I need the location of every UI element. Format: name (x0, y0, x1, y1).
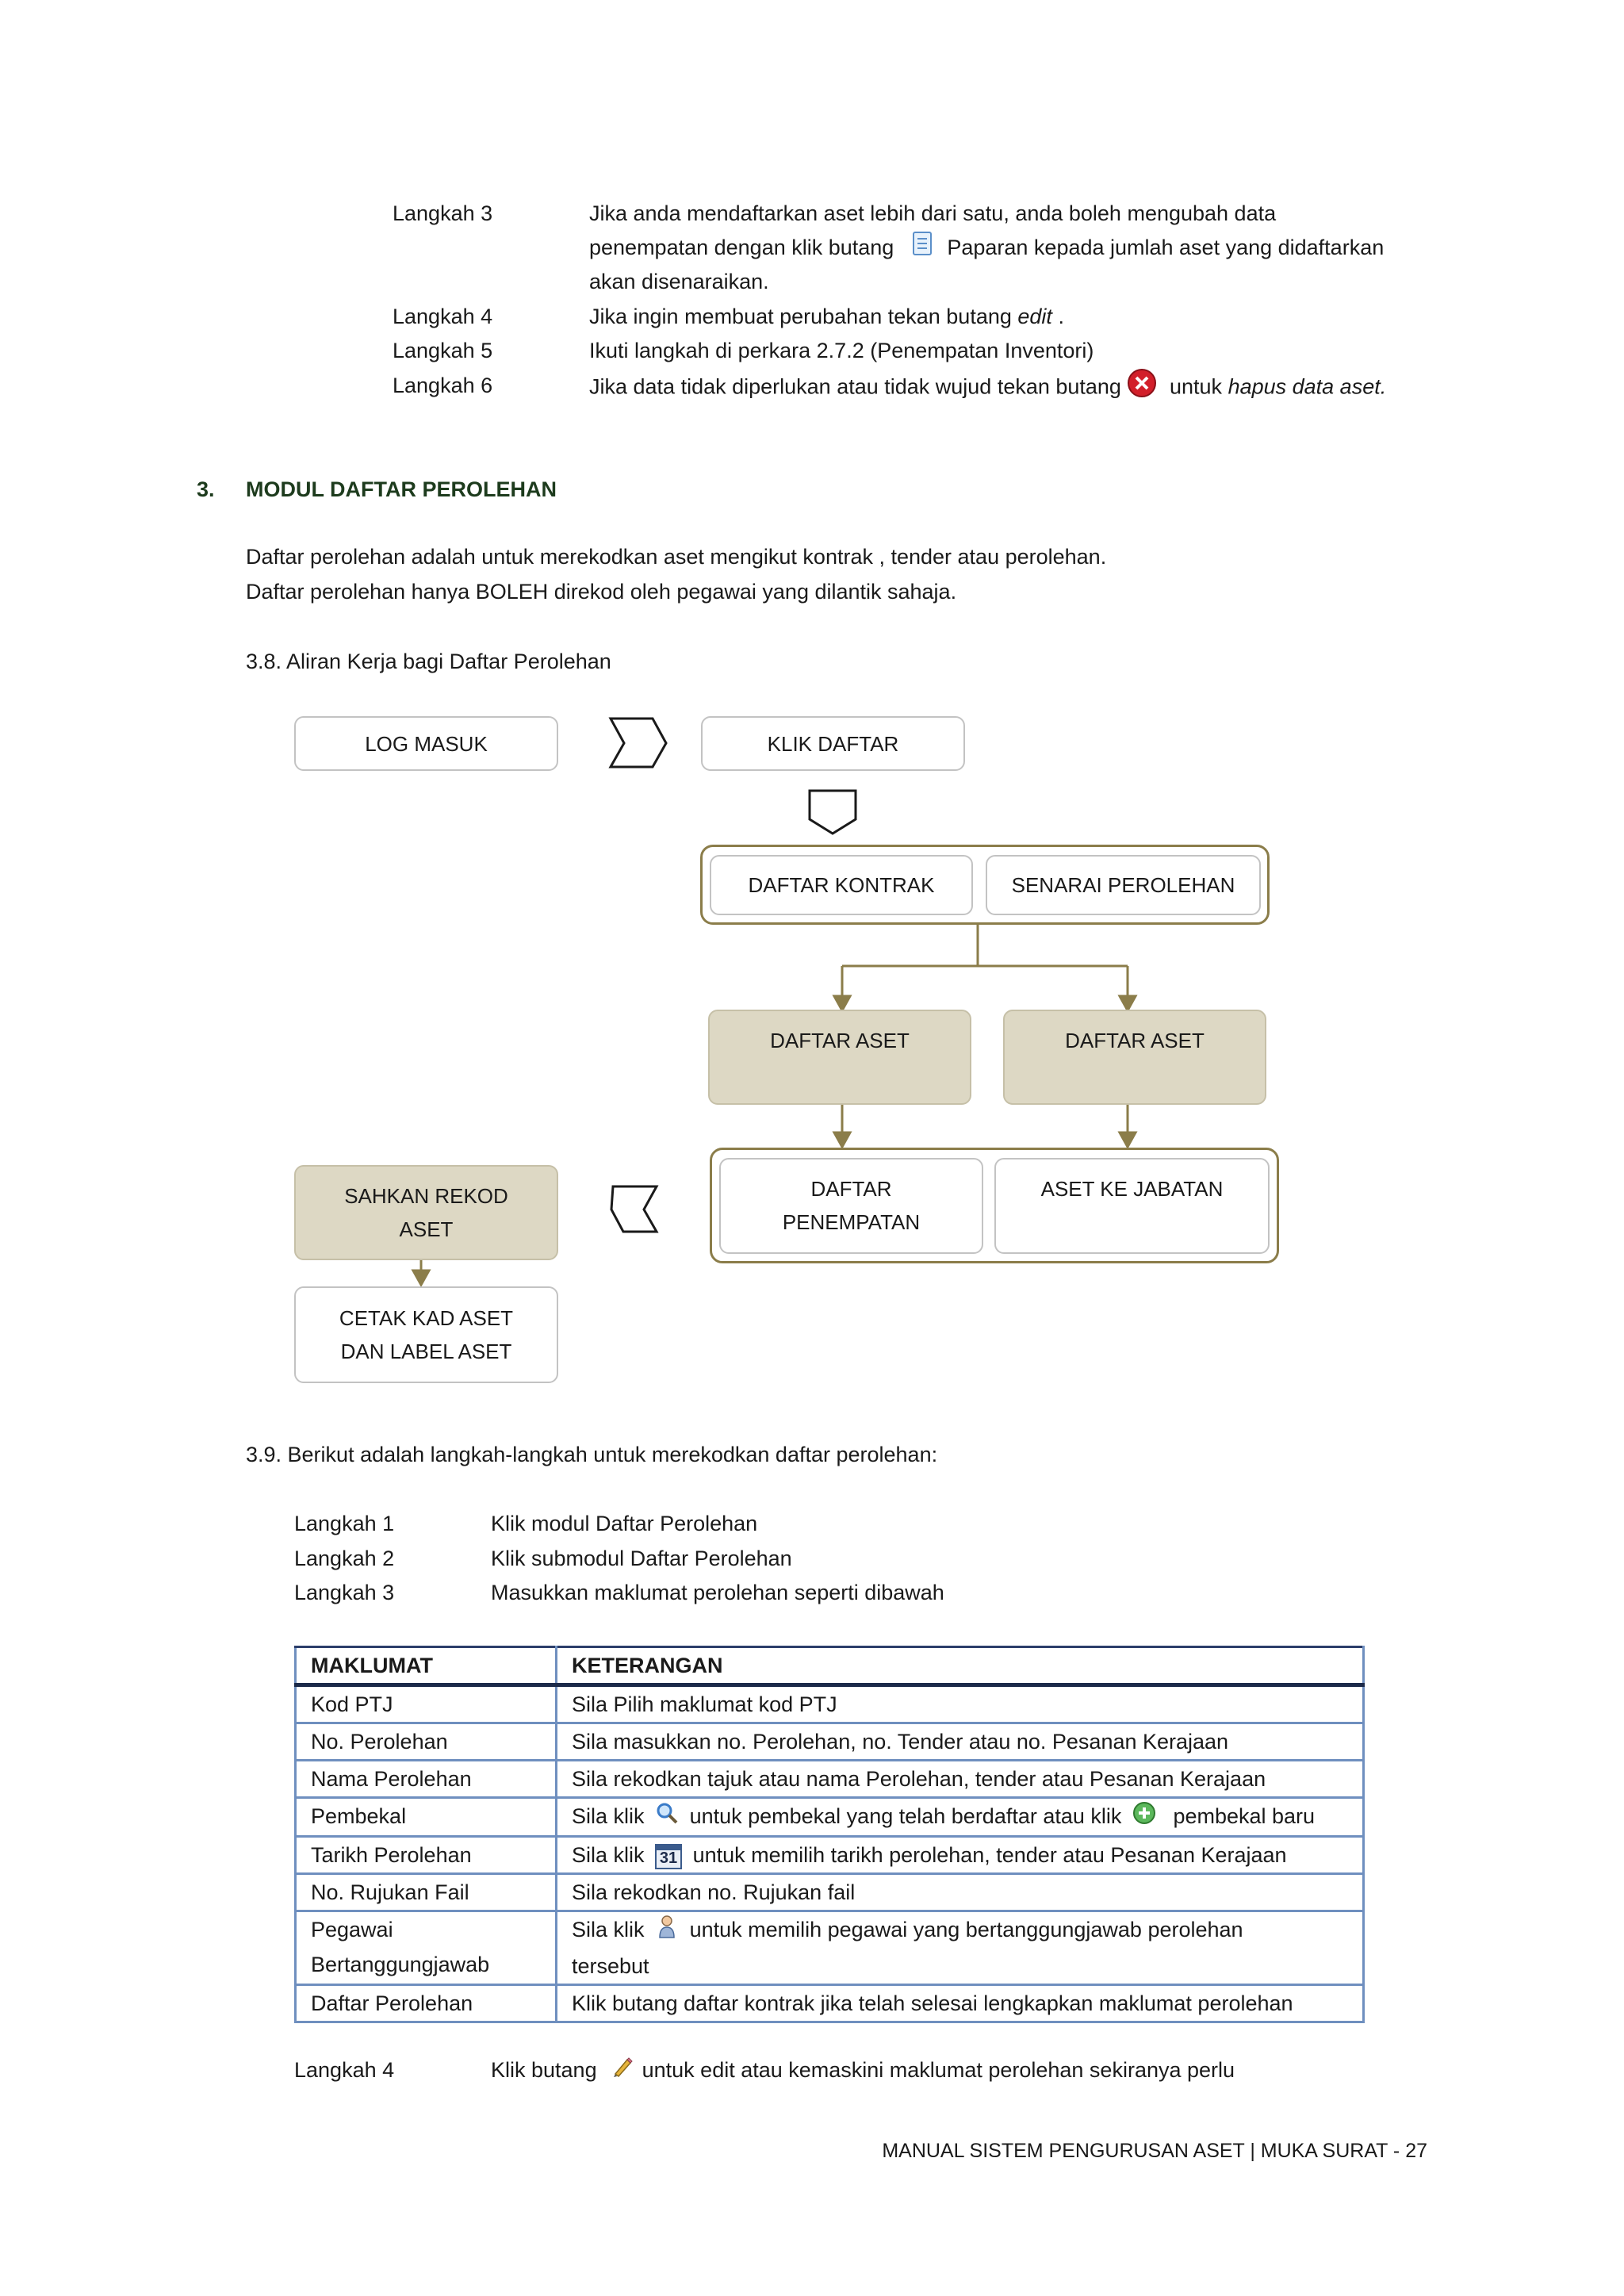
step-text: Klik modul Daftar Perolehan (491, 1512, 758, 1535)
calendar-icon[interactable]: 31 (655, 1844, 682, 1869)
person-icon[interactable] (658, 1914, 676, 1949)
flow-box-log-masuk: LOG MASUK (294, 716, 558, 771)
flow-box-cetak-kad: CETAK KAD ASET DAN LABEL ASET (294, 1286, 558, 1383)
table-cell: Pembekal (296, 1798, 557, 1837)
flow-box-daftar-aset-1: DAFTAR ASET (708, 1010, 971, 1105)
table-row (296, 1798, 1364, 1837)
table-cell: Sila rekodkan tajuk atau nama Perolehan, tender atau Pesanan Kerajaan (557, 1761, 1364, 1798)
table-row (296, 1685, 1364, 1723)
step-text: akan disenaraikan. (589, 270, 769, 293)
step-label: Langkah 5 (393, 339, 493, 362)
table-header: MAKLUMAT (296, 1647, 557, 1685)
subsection-title: 3.8. Aliran Kerja bagi Daftar Perolehan (246, 650, 611, 673)
step-text: Klik butang untuk edit atau kemaskini maklumat perolehan sekiranya perlu (491, 2053, 1235, 2089)
table-cell: Tarikh Perolehan (296, 1836, 557, 1873)
page-footer: MANUAL SISTEM PENGURUSAN ASET | MUKA SURAT - 27 (882, 2140, 1427, 2162)
flow-box-klik-daftar: KLIK DAFTAR (701, 716, 965, 771)
flow-box-senarai-perolehan: SENARAI PEROLEHAN (986, 855, 1261, 915)
table-cell: Sila masukkan no. Perolehan, no. Tender atau no. Pesanan Kerajaan (557, 1723, 1364, 1761)
step-label: Langkah 2 (294, 1547, 395, 1570)
table-row (296, 1984, 1364, 2022)
flow-box-daftar-aset-2: DAFTAR ASET (1003, 1010, 1266, 1105)
table-row (296, 1911, 1364, 1984)
step-text: Masukkan maklumat perolehan seperti dibawah (491, 1581, 944, 1604)
table-row (296, 1836, 1364, 1873)
table-cell: Sila klik 31 untuk memilih tarikh perolehan, tender atau Pesanan Kerajaan (557, 1836, 1364, 1873)
flow-box-daftar-penempatan: DAFTAR PENEMPATAN (719, 1158, 983, 1254)
table-row (296, 1873, 1364, 1911)
flow-box-daftar-kontrak: DAFTAR KONTRAK (710, 855, 973, 915)
table-row (296, 1761, 1364, 1798)
step-text: Jika anda mendaftarkan aset lebih dari satu, anda boleh mengubah data (589, 201, 1277, 225)
table-cell: Sila klik untuk pembekal yang telah berdaftar atau klik pembekal baru (557, 1798, 1364, 1837)
table-cell: Sila Pilih maklumat kod PTJ (557, 1685, 1364, 1723)
table-cell: Kod PTJ (296, 1685, 557, 1723)
section-title: MODUL DAFTAR PEROLEHAN (246, 477, 557, 501)
table-row (296, 1723, 1364, 1761)
step-label: Langkah 6 (393, 374, 493, 397)
table-cell: Sila klik untuk memilih pegawai yang bertanggungjawab perolehan tersebut (557, 1911, 1364, 1984)
search-icon[interactable] (655, 1800, 679, 1835)
table-header-row (296, 1647, 1364, 1685)
intro-line: Daftar perolehan hanya BOLEH direkod oleh pegawai yang dilantik sahaja. (246, 580, 957, 604)
section-number: 3. (197, 477, 215, 501)
table-cell: Sila rekodkan no. Rujukan fail (557, 1873, 1364, 1911)
step-label: Langkah 3 (393, 201, 493, 225)
chevron-right-shape (611, 719, 666, 767)
table-cell: Daftar Perolehan (296, 1984, 557, 2022)
step-text: penempatan dengan klik butang Paparan kepada jumlah aset yang didaftarkan (589, 230, 1384, 266)
chevron-left-shape (611, 1186, 657, 1232)
flow-box-aset-ke-jabatan: ASET KE JABATAN (994, 1158, 1270, 1254)
table-cell: Klik butang daftar kontrak jika telah selesai lengkapkan maklumat perolehan (557, 1984, 1364, 2022)
pencil-icon[interactable] (611, 2054, 633, 2089)
step-label: Langkah 1 (294, 1512, 395, 1535)
step-label: Langkah 4 (393, 305, 493, 328)
chevron-down-shape (810, 791, 856, 834)
info-table (294, 1646, 1365, 2023)
step-text: Klik submodul Daftar Perolehan (491, 1547, 792, 1570)
table-header: KETERANGAN (557, 1647, 1364, 1685)
step-text: Jika ingin membuat perubahan tekan butang edit . (589, 305, 1064, 328)
step-label: Langkah 4 (294, 2058, 395, 2082)
step-text: Ikuti langkah di perkara 2.7.2 (Penempatan Inventori) (589, 339, 1094, 362)
table-cell: Nama Perolehan (296, 1761, 557, 1798)
add-icon[interactable] (1132, 1800, 1156, 1835)
table-cell: No. Rujukan Fail (296, 1873, 557, 1911)
step-label: Langkah 3 (294, 1581, 395, 1604)
table-cell: No. Perolehan (296, 1723, 557, 1761)
table-cell: Pegawai Bertanggungjawab (296, 1911, 557, 1984)
subsection-title: 3.9. Berikut adalah langkah-langkah untuk merekodkan daftar perolehan: (246, 1443, 938, 1466)
intro-line: Daftar perolehan adalah untuk merekodkan aset mengikut kontrak , tender atau perolehan. (246, 545, 1107, 569)
flow-box-sahkan-rekod: SAHKAN REKOD ASET (294, 1165, 558, 1260)
step-text: Jika data tidak diperlukan atau tidak wujud tekan butang untuk hapus data aset. (589, 368, 1386, 408)
